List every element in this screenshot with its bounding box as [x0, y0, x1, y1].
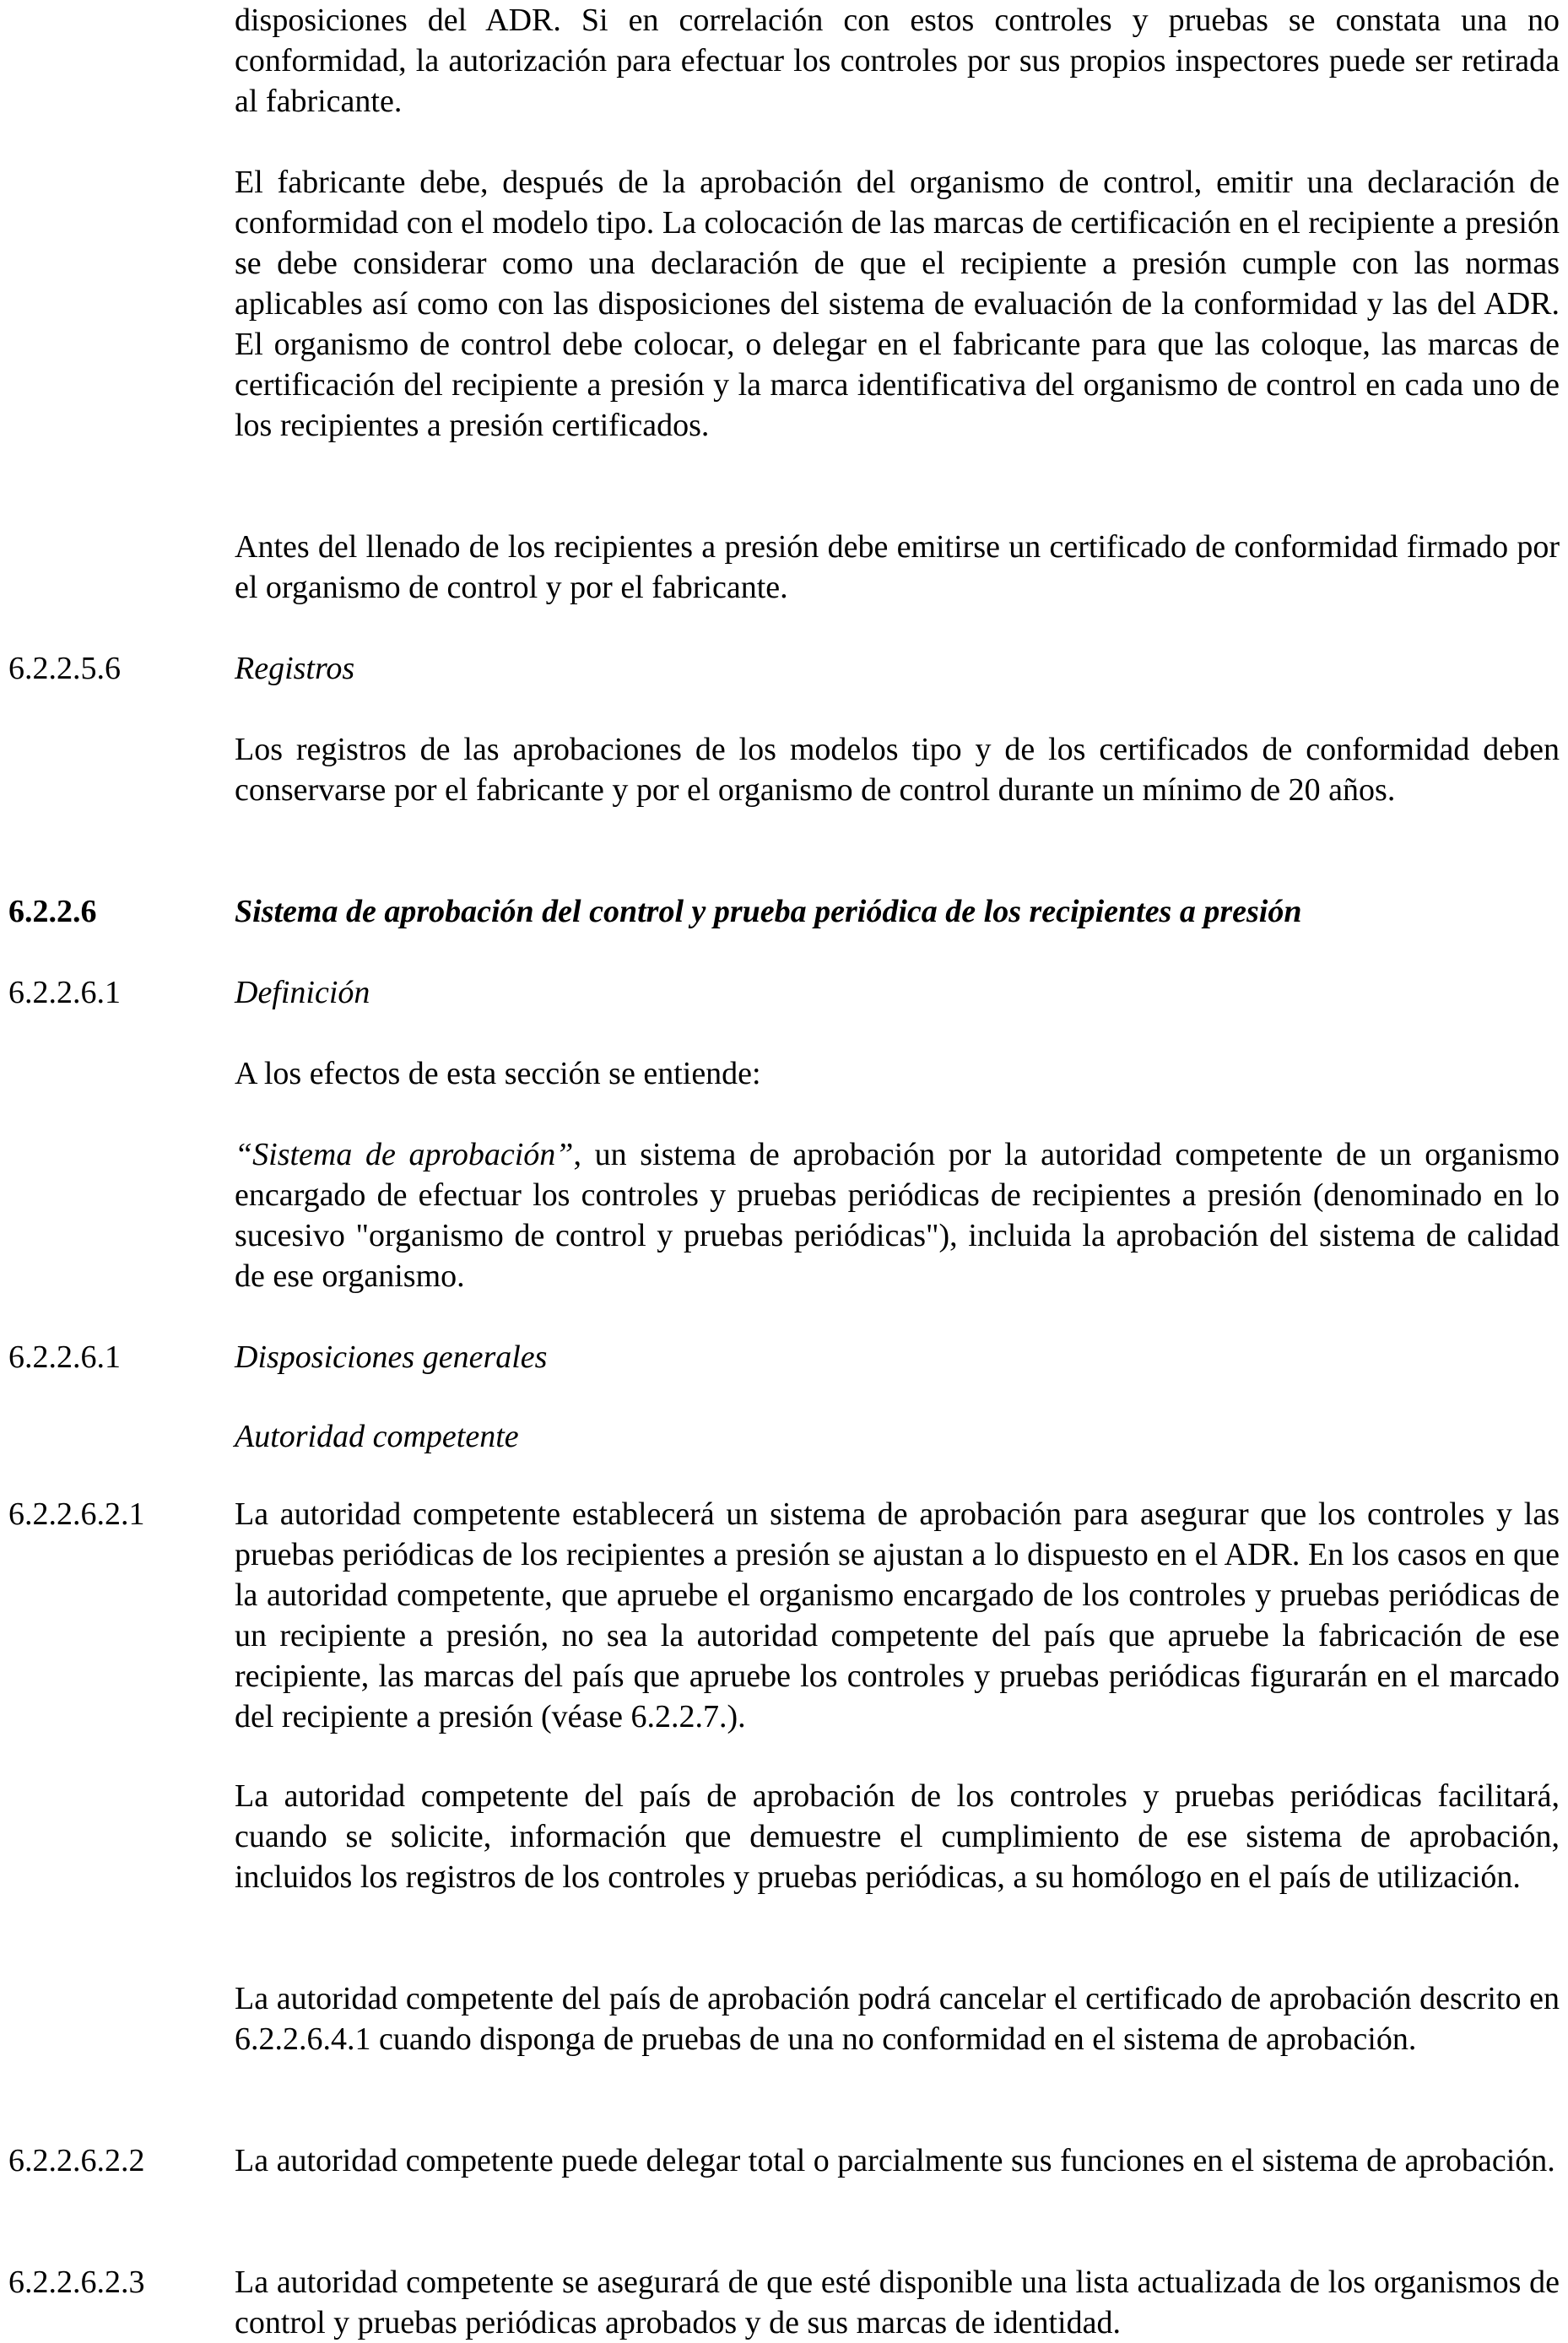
section-heading: Definición	[235, 975, 370, 1010]
section-number: 6.2.2.5.6	[8, 651, 121, 686]
section-heading: Disposiciones generales	[235, 1339, 548, 1375]
numbered-paragraph: La autoridad competente establecerá un sistema de aprobación para asegurar que los controles y las pruebas periódicas de los recipientes a presión se ajustan a lo dispuesto en el ADR. En los casos en que la autoridad competente, que apruebe el organismo encargado de los controles y pruebas periódicas de un recipiente a presión, no sea la autoridad competente del país que apruebe la fabricación de ese recipiente, las marcas del país que apruebe los controles y pruebas periódicas figurarán en el marcado del recipiente a presión (véase 6.2.2.7.).	[235, 1496, 1560, 1734]
section-heading: Autoridad competente	[235, 1419, 519, 1454]
section-number: 6.2.2.6.1	[8, 1339, 121, 1375]
paragraph: La autoridad competente del país de aprobación podrá cancelar el certificado de aprobación descrito en 6.2.2.6.4.1 cuando disponga de pruebas de una no conformidad en el sistema de aprobación.	[235, 1981, 1560, 2057]
paragraph: disposiciones del ADR. Si en correlación con estos controles y pruebas se constata una no conformidad, la autorización para efectuar los controles por sus propios inspectores puede ser retirada al fabricante.	[235, 3, 1560, 119]
paragraph: Los registros de las aprobaciones de los modelos tipo y de los certificados de conformidad deben conservarse por el fabricante y por el organismo de control durante un mínimo de 20 años.	[235, 732, 1560, 808]
section-title: Sistema de aprobación del control y prueba periódica de los recipientes a presión	[235, 894, 1302, 929]
section-number: 6.2.2.6.2.2	[8, 2143, 145, 2178]
section-number: 6.2.2.6.2.1	[8, 1496, 145, 1532]
section-number: 6.2.2.6.1	[8, 975, 121, 1010]
paragraph: La autoridad competente del país de aprobación de los controles y pruebas periódicas facilitará, cuando se solicite, información que demuestre el cumplimiento de ese sistema de aprobación, incluidos los registros de los controles y pruebas periódicas, a su homólogo en el país de utilización.	[235, 1778, 1560, 1895]
section-number: 6.2.2.6	[8, 894, 97, 929]
numbered-paragraph: La autoridad competente se asegurará de que esté disponible una lista actualizada de los organismos de control y pruebas periódicas aprobados y de sus marcas de identidad.	[235, 2265, 1560, 2340]
paragraph: Antes del llenado de los recipientes a presión debe emitirse un certificado de conformidad firmado por el organismo de control y por el fabricante.	[235, 529, 1560, 605]
section-heading: Registros	[235, 651, 355, 686]
definition-text: , un sistema de aprobación por la autoridad competente de un organismo encargado de efectuar los controles y pruebas periódicas de recipientes a presión (denominado en lo sucesivo "organismo de control y pruebas periódicas"), incluida la aprobación del sistema de calidad de ese organismo.	[235, 1137, 1560, 1294]
definition-paragraph	[235, 1134, 1560, 1296]
numbered-paragraph: La autoridad competente puede delegar total o parcialmente sus funciones en el sistema de aprobación.	[235, 2143, 1555, 2178]
defined-term: “Sistema de aprobación”	[235, 1137, 574, 1172]
paragraph: A los efectos de esta sección se entiende:	[235, 1056, 761, 1091]
section-number: 6.2.2.6.2.3	[8, 2265, 145, 2300]
paragraph: El fabricante debe, después de la aprobación del organismo de control, emitir una declaración de conformidad con el modelo tipo. La colocación de las marcas de certificación en el recipiente a presión se debe considerar como una declaración de que el recipiente a presión cumple con las normas aplicables así como con las disposiciones del sistema de evaluación de la conformidad y las del ADR. El organismo de control debe colocar, o delegar en el fabricante para que las coloque, las marcas de certificación del recipiente a presión y la marca identificativa del organismo de control en cada uno de los recipientes a presión certificados.	[235, 165, 1560, 443]
